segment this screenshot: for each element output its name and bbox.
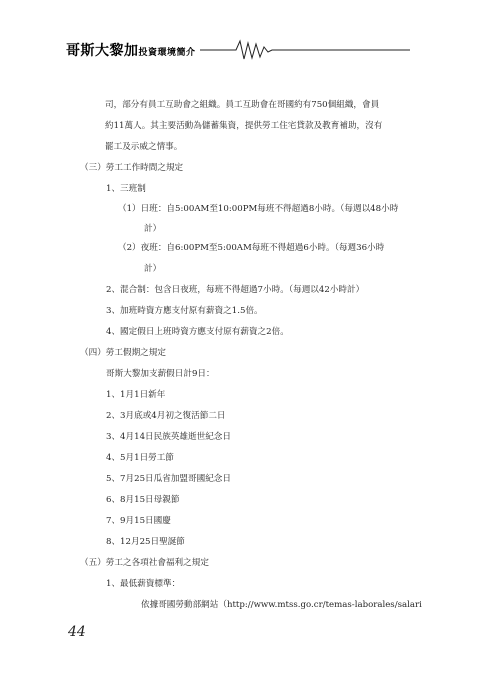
list-item: （1）日班：自5:00AM至10:00PM每班不得超過8小時。（每週以48小時 [118, 204, 399, 214]
paragraph-line: 司，部分有員工互助會之組織。員工互助會在哥國約有750個組織，會員 [105, 100, 380, 110]
list-item: 1、1月1日新年 [106, 390, 166, 400]
section-heading: （四）勞工假期之規定 [80, 348, 166, 358]
list-item: 2、3月底或4月初之復活節二日 [106, 411, 226, 421]
list-item-continuation: 計） [144, 224, 162, 234]
list-item-continuation: 計） [144, 264, 162, 274]
list-item: 6、8月15日母親節 [106, 495, 180, 505]
list-item: （2）夜班：自6:00PM至5:00AM每班不得超過6小時。（每週36小時 [118, 243, 385, 253]
list-item: 2、混合制：包含日夜班，每班不得超過7小時。（每週以42小時計） [106, 285, 365, 295]
section-heading: （五）勞工之各項社會福利之規定 [80, 558, 209, 568]
list-item: 4、5月1日勞工節 [106, 453, 174, 463]
section-heading: （三）勞工工作時間之規定 [80, 163, 184, 173]
paragraph-line: 約11萬人。其主要活動為儲蓄集資，提供勞工住宅貸款及教育補助，沒有 [105, 121, 383, 131]
list-item: 1、三班制 [106, 184, 146, 194]
paragraph-line: 依據哥國勞動部網站（http://www.mtss.go.cr/temas-laborales/salari [141, 600, 422, 610]
paragraph-line: 罷工及示威之情事。 [105, 142, 183, 152]
page-number: 44 [68, 624, 86, 640]
list-item: 5、7月25日瓜省加盟哥國紀念日 [106, 474, 231, 484]
header-title-sub: 投資環境簡介 [138, 48, 196, 58]
list-item: 3、4月14日民族英雄逝世紀念日 [106, 432, 231, 442]
list-item: 4、國定假日上班時資方應支付原有薪資之2倍。 [106, 327, 289, 337]
header-title-main: 哥斯大黎加 [66, 43, 139, 59]
list-item: 3、加班時資方應支付原有薪資之1.5倍。 [106, 306, 263, 316]
list-item: 1、最低薪資標準： [106, 579, 181, 589]
list-item: 8、12月25日聖誕節 [106, 537, 185, 547]
list-item: 7、9月15日國慶 [106, 516, 171, 526]
paragraph-line: 哥斯大黎加支薪假日計9日： [106, 369, 215, 379]
